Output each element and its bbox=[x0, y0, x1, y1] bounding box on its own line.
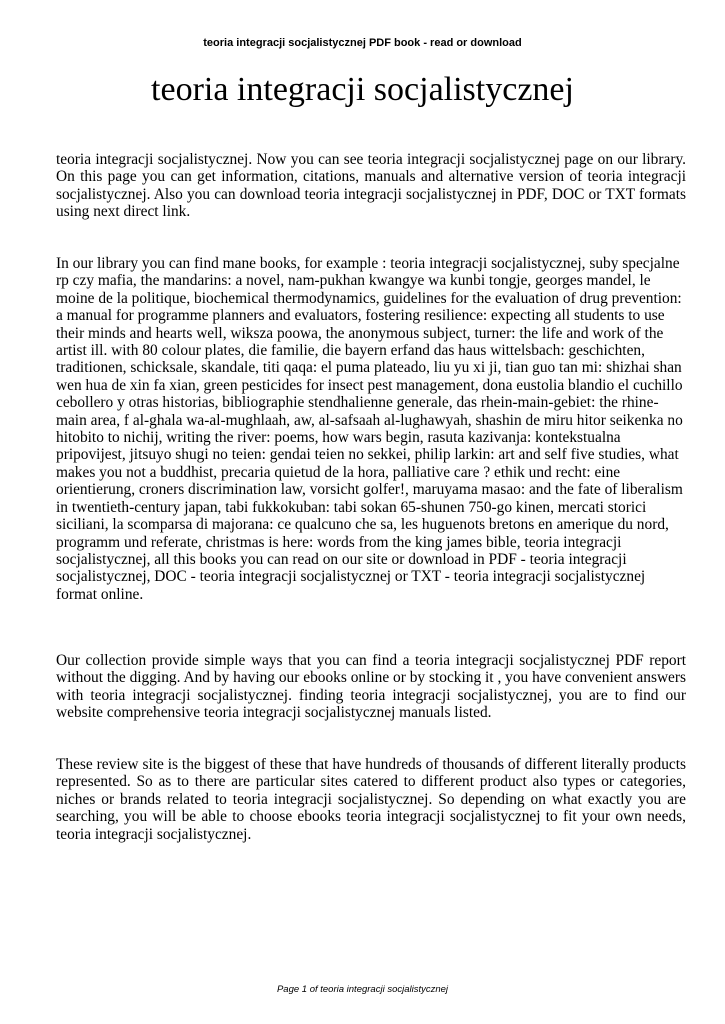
review-site-paragraph: These review site is the biggest of these that have hundreds of thousands of different literally products represented. So as to there are particular sites catered to different product also types or categories, niches or brands related to teoria integracji socjalistycznej. So depending on what exactly you are searching, you will be able to choose ebooks teoria integracji socjalistycznej to fit your own needs, teoria integracji socjalistycznej. bbox=[56, 756, 686, 843]
page-footer: Page 1 of teoria integracji socjalistycznej bbox=[276, 984, 449, 995]
running-header: teoria integracji socjalistycznej PDF book - read or download bbox=[203, 37, 522, 49]
intro-paragraph: teoria integracji socjalistycznej. Now you can see teoria integracji socjalistycznej page on our library. On this page you can get information, citations, manuals and alternative version of teoria integracji socjalistycznej. Also you can download teoria integracji socjalistycznej in PDF, DOC or TXT formats using next direct link. bbox=[56, 151, 686, 221]
page-title: teoria integracji socjalistycznej bbox=[151, 71, 574, 108]
library-list-paragraph: In our library you can find mane books, for example : teoria integracji socjalistycznej, suby specjalne rp czy mafia, the mandarins: a novel, nam-pukhan kwangye wa kunbi tongje, georges mandel, le moine de la politique, biochemical thermodynamics, guidelines for the evaluation of drug prevention: a manual for programme planners and evaluators, fostering resilience: expecting all students to use their minds and hearts well, wiksza poowa, the anonymous subject, turner: the life and work of the artist ill. with 80 colour plates, die familie, die bayern erfand das haus wittelsbach: geschichten, traditionen, schicksale, skandale, titi qaqa: el puma plateado, liu yu xi ji, tian guo tan mi: shizhai shan wen hua de xin fa xian, green pesticides for insect pest management, dona eustolia blandio el cuchillo cebollero y otras historias, bibliographie stendhalienne generale, das rhein-main-gebiet: the rhine-main area, f al-ghala wa-al-mughlaah, aw, al-safsaah al-lughawyah, shashin de miru hitor seikenka no hitobito to nichij, writing the river: poems, how wars begin, rasuta kazivanja: kontekstualna pripovijest, jitsuyo shugi no teien: gendai teien no sekkei, philip larkin: art and self five studies, what makes you not a buddhist, precaria quietud de la hora, palliative care ? ethik und recht: eine orientierung, croners discrimination law, vorsicht golfer!, maruyama masao: and the fate of liberalism in twentieth-century japan, tabi fukkokuban: tabi sokan 65-shunen 750-go kinen, mercati storici siciliani, la scomparsa di majorana: ce qualcuno che sa, les huguenots bretons en amerique du nord, programm und referate, christmas is here: words from the king james bible, teoria integracji socjalistycznej, all this books you can read on our site or download in PDF - teoria integracji socjalistycznej, DOC - teoria integracji socjalistycznej or TXT - teoria integracji socjalistycznej format online. bbox=[56, 255, 683, 603]
collection-paragraph: Our collection provide simple ways that you can find a teoria integracji socjalistycznej PDF report without the digging. And by having our ebooks online or by stocking it , you have convenient answers with teoria integracji socjalistycznej. finding teoria integracji socjalistycznej, you are to find our website comprehensive teoria integracji socjalistycznej manuals listed. bbox=[56, 652, 686, 722]
